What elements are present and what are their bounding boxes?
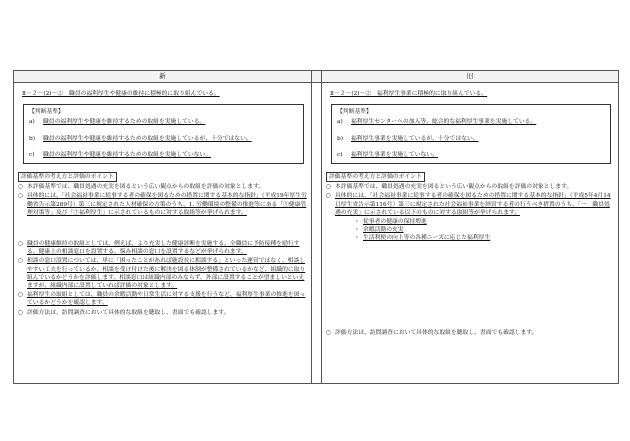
header-new: 新 — [14, 71, 312, 83]
new-point-4: ○ 相談の窓口設置については、単に「困ったことがあれば施設長に相談する」といった運営ではなく、相談しやすい工夫を行っているか、相談を受け付けた後に解決を図る体制が整備されているかなど、組織的に取り組んでいるかどうかを評価します。相談窓口は組織内部のみならず、外部に設置することが望ましいといえますが、組織内部に設置していれば評価の対象とします。 — [18, 258, 306, 290]
old-heading: Ⅱ－２－(2)－② 福利厚生事業に積極的に取り組んでいる。 — [330, 91, 488, 97]
comparison-table — [13, 70, 619, 384]
old-criterion-b: b) 福利厚生事業を実施しているが、十分ではない。 — [337, 135, 479, 142]
old-points-title: 評価基準の考え方と評価のポイント — [326, 172, 425, 182]
old-point-3: ○ 評価方法は、訪問調査において具体的な取組を聴取し、書面でも確認します。 — [326, 329, 538, 336]
new-point-5: ○ 福利厚生の取組としては、職員の余暇活動や日常生活に対する支援を行うなど、福利厚生事業の推進を図っているかどうかを確認します。 — [18, 292, 306, 307]
list-item: ・ 余暇活動の充実 — [354, 227, 404, 234]
header-old: 旧 — [322, 71, 619, 83]
new-criterion-a: a) 職員の福利厚生や健康を維持するための取組を実施している。 — [29, 119, 206, 126]
new-criterion-c: c) 職員の福利厚生や健康を維持するための取組を実施していない。 — [29, 151, 212, 158]
new-criteria-title: 【判断基準】 — [29, 109, 64, 116]
new-point-2: ○ 具体的には、「社会福祉事業に従事する者の確保を図るための措置に関する基本的な指針」（平成19年厚生労働省告示第289号）第三に規定された人材確保の方策のうち、1. 労働環境の整備の推進等にある「⑤健康管理対策等」及び「⑦福利厚生」に示されているものに対する取組等が挙げられます。 — [18, 193, 307, 216]
new-point-3: ○ 職員の健康維持の取組としては、例えば、より充実した健康診断を実施する、全職員に予防接種を励行する、健康上の相談窓口を設置する、悩み相談の窓口を設置するなどが挙げられます。 — [18, 241, 300, 256]
old-criteria-box — [331, 104, 611, 164]
new-points-title: 評価基準の考え方と評価のポイント — [18, 172, 117, 182]
old-point-1: ○ 本評価基準では、職員処遇の充実を図るという広い観点からの取組を評価の対象とします。 — [326, 184, 573, 191]
new-column — [14, 83, 312, 384]
old-criterion-c: c) 福利厚生事業を実施していない。 — [337, 151, 438, 158]
old-criterion-a: a) 福利厚生センターへの加入等、総合的な福利厚生事業を実施している。 — [337, 119, 537, 126]
old-point-2: ○ 具体的には、「社会福祉事業に従事する者の確保を図るための措置に関する基本的な指針」（平成5年4月14日厚生省告示第116号）第三に規定された社会福祉事業を経営する者の行うべき措置のうち、「一 職員処遇の充実」に示されている以下のものに対する取組等が挙げられます。 — [326, 193, 611, 216]
old-sub-list — [354, 218, 614, 243]
new-criteria-box — [23, 104, 304, 164]
new-heading: Ⅱ－２－(2)－② 職員の福利厚生や健康の維持に積極的に取り組んでいる。 — [22, 91, 220, 97]
list-item: ・ 従事者の健康の保持増進 — [354, 219, 427, 226]
new-criterion-b: b) 職員の福利厚生や健康を維持するための取組を実施しているが、十分ではない。 — [29, 135, 252, 142]
new-point-1: ○ 本評価基準では、職員処遇の充実を図るという広い観点からの取組を評価の対象とします。 — [18, 184, 265, 191]
old-criteria-title: 【判断基準】 — [337, 109, 372, 116]
old-column — [322, 83, 619, 384]
list-item: ・ 生活利便の向上等の各種ニーズに応じた福利厚生 — [354, 235, 491, 242]
new-point-6: ○ 評価方法は、訪問調査において具体的な取組を聴取し、書面でも確認します。 — [18, 309, 230, 316]
